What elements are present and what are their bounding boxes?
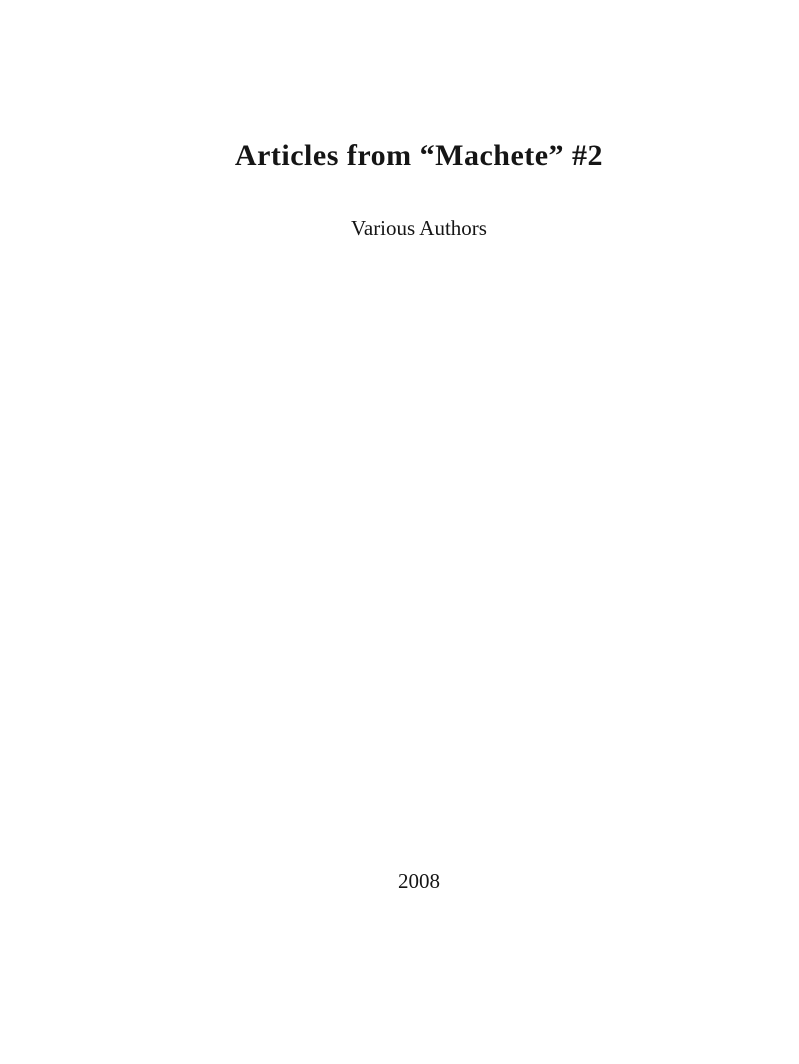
year-line: 2008 [398, 869, 440, 893]
author-line: Various Authors [351, 216, 487, 240]
page-title: Articles from “Machete” #2 [234, 139, 604, 172]
